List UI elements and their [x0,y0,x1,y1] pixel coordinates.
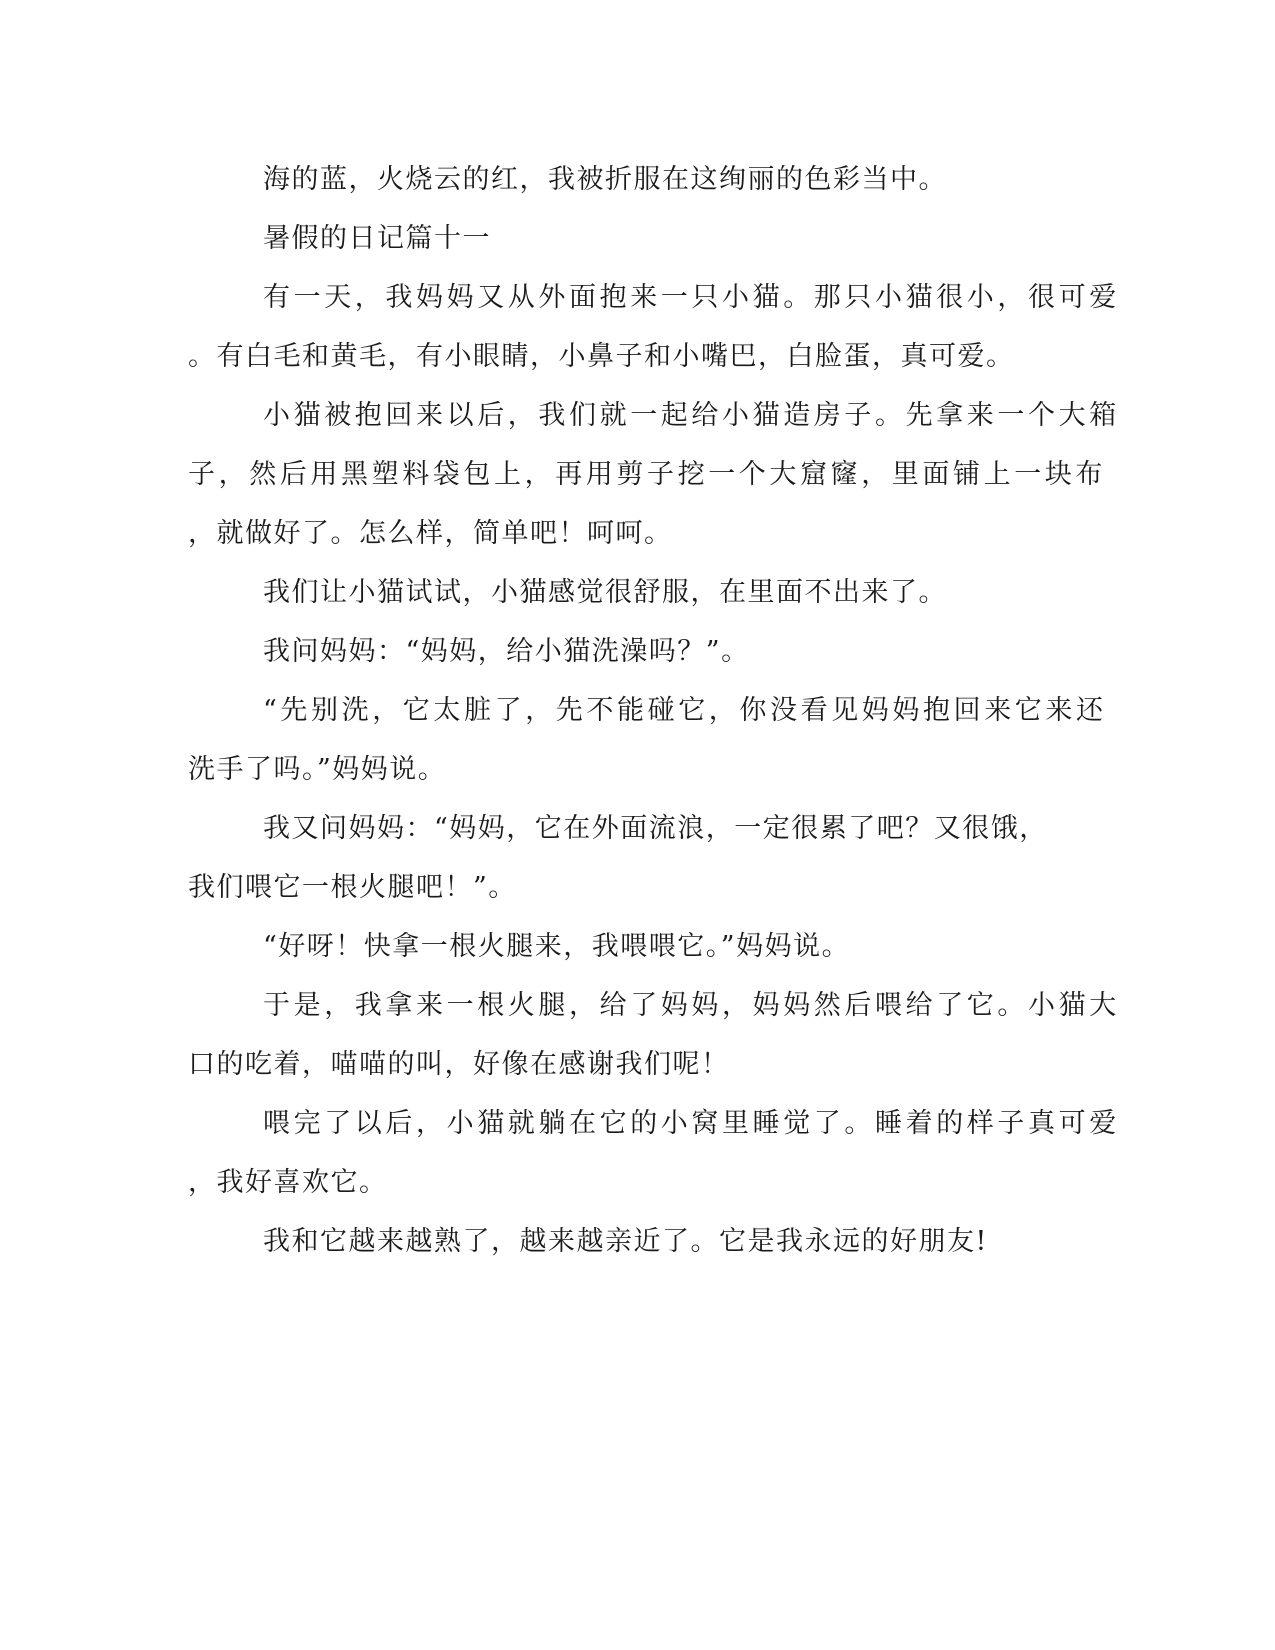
text-line: 我们喂它一根火腿吧！”。 [188,872,517,903]
text-line: 。有白毛和黄毛，有小眼睛，小鼻子和小嘴巴，白脸蛋，真可爱。 [188,341,1015,372]
text-line: 海的蓝，火烧云的红，我被折服在这绚丽的色彩当中。 [263,164,947,195]
text-line: 小猫被抱回来以后，我们就一起给小猫造房子。先拿来一个大箱 [263,400,1120,431]
text-line: 于是，我拿来一根火腿，给了妈妈，妈妈然后喂给了它。小猫大 [263,990,1120,1021]
text-line: 我问妈妈：“妈妈，给小猫洗澡吗？”。 [263,636,750,667]
text-line: 有一天，我妈妈又从外面抱来一只小猫。那只小猫很小，很可爱 [263,282,1120,313]
text-line: ，就做好了。怎么样，简单吧！呵呵。 [188,518,673,549]
text-line: ，我好喜欢它。 [188,1167,388,1198]
text-line: 口的吃着，喵喵的叫，好像在感谢我们呢！ [188,1049,730,1080]
text-line: “好呀！快拿一根火腿来，我喂喂它。”妈妈说。 [263,931,851,962]
text-line: 我们让小猫试试，小猫感觉很舒服，在里面不出来了。 [263,577,947,608]
text-line: “先别洗，它太脏了，先不能碰它，你没看见妈妈抱回来它来还 [263,695,1107,726]
text-line: 我和它越来越熟了，越来越亲近了。它是我永远的好朋友! [263,1226,988,1257]
text-line: 我又问妈妈：“妈妈，它在外面流浪，一定很累了吧？又很饿， [263,813,1048,844]
text-line: 洗手了吗。”妈妈说。 [188,754,447,785]
section-heading: 暑假的日记篇十一 [263,223,491,254]
text-line: 喂完了以后，小猫就躺在它的小窝里睡觉了。睡着的样子真可爱 [263,1108,1120,1139]
text-line: 子，然后用黑塑料袋包上，再用剪子挖一个大窟窿，里面铺上一块布 [188,459,1106,490]
